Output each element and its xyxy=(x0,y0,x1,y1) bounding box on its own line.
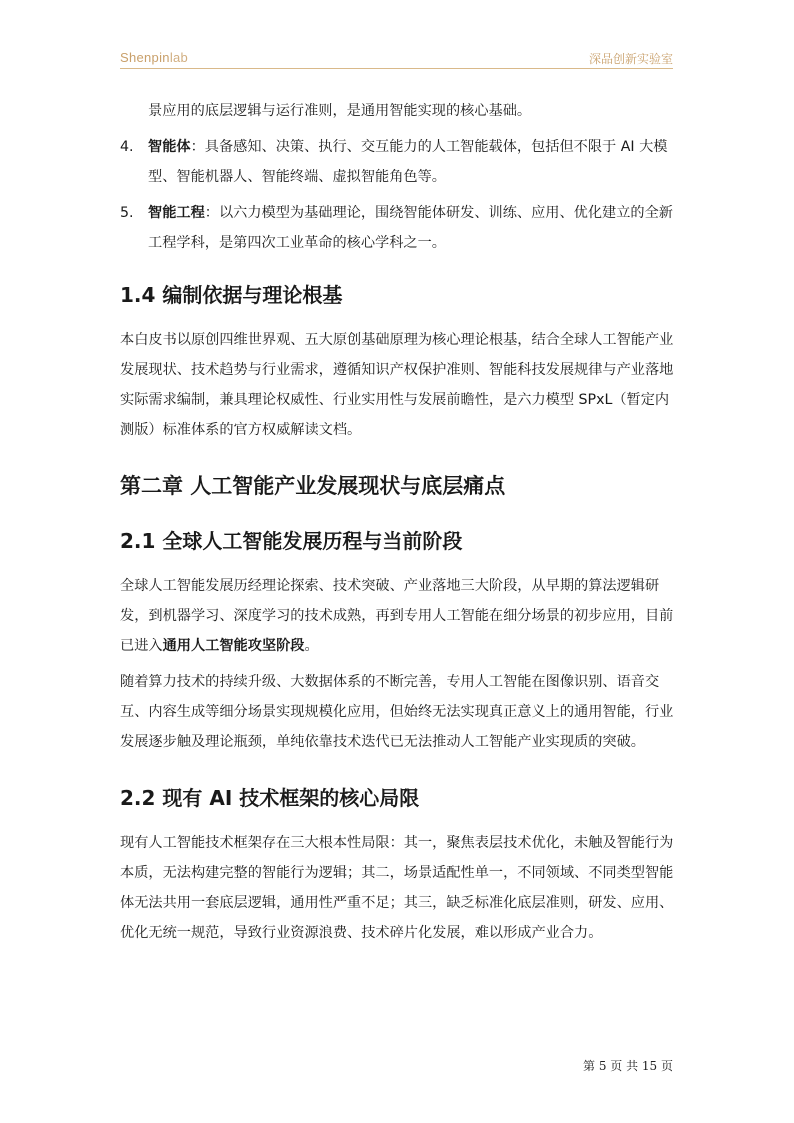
definition-text: ：以六力模型为基础理论，围绕智能体研发、训练、应用、优化建立的全新工程学科，是第四次工业革命的核心学科之一。 xyxy=(148,205,673,251)
brand-logo-text xyxy=(120,50,188,65)
paragraph-text: 全球人工智能发展历经理论探索、技术突破、产业落地三大阶段，从早期的算法逻辑研发，到机器学习、深度学习的技术成熟，再到专用人工智能在细分场景的初步应用，目前已进入 xyxy=(120,578,674,654)
list-number: 5. xyxy=(120,205,134,221)
section-2-1-paragraph-2: 随着算力技术的持续升级、大数据体系的不断完善，专用人工智能在图像识别、语音交互、内容生成等细分场景实现规模化应用，但始终无法实现真正意义上的通用智能，行业发展逐步触及理论瓶颈，单纯依靠技术迭代已无法推动人工智能产业实现质的突破。 xyxy=(120,674,674,750)
emphasis-text: 通用人工智能攻坚阶段 xyxy=(162,638,305,654)
definition-term: 智能工程 xyxy=(148,205,205,221)
definition-item-5 xyxy=(120,198,676,258)
section-heading-2-2: 2.2 现有 AI 技术框架的核心局限 xyxy=(120,786,420,810)
section-heading-1-4: 1.4 编制依据与理论根基 xyxy=(120,283,343,307)
paragraph-text-end: 。 xyxy=(304,638,319,654)
document-body xyxy=(120,96,676,948)
brand-name-chinese: 深品创新实验室 xyxy=(588,52,673,66)
section-1-4-paragraph: 本白皮书以原创四维世界观、五大原创基础原理为核心理论根基，结合全球人工智能产业发展现状、技术趋势与行业需求，遵循知识产权保护准则、智能科技发展规律与产业落地实际需求编制，兼具理论权威性、行业实用性与发展前瞻性，是六力模型 SPxL（暂定内测版）标准体系的官方权威解读文档。 xyxy=(120,332,674,438)
page-number: 第 5 页 共 15 页 xyxy=(583,1059,673,1073)
list-number: 4. xyxy=(120,139,134,155)
chapter-heading-2: 第二章 人工智能产业发展现状与底层痛点 xyxy=(120,474,506,498)
section-2-1-paragraph-1 xyxy=(120,571,676,661)
continuation-paragraph: 景应用的底层逻辑与运行准则，是通用智能实现的核心基础。 xyxy=(148,103,532,119)
definition-term: 智能体 xyxy=(148,139,191,155)
page-header xyxy=(120,48,673,69)
section-2-2-paragraph: 现有人工智能技术框架存在三大根本性局限：其一，聚焦表层技术优化，未触及智能行为本质，无法构建完整的智能行为逻辑；其二，场景适配性单一，不同领域、不同类型智能体无法共用一套底层逻辑，通用性严重不足；其三，缺乏标准化底层准则，研发、应用、优化无统一规范，导致行业资源浪费、技术碎片化发展，难以形成产业合力。 xyxy=(120,835,674,941)
section-heading-2-1: 2.1 全球人工智能发展历程与当前阶段 xyxy=(120,529,463,553)
brand-name-bold: Shenpin xyxy=(120,50,170,65)
definition-item-4 xyxy=(120,132,676,192)
definition-text: ：具备感知、决策、执行、交互能力的人工智能载体，包括但不限于 AI 大模型、智能机器人、智能终端、虚拟智能角色等。 xyxy=(148,139,668,185)
brand-name-light: lab xyxy=(169,50,189,65)
